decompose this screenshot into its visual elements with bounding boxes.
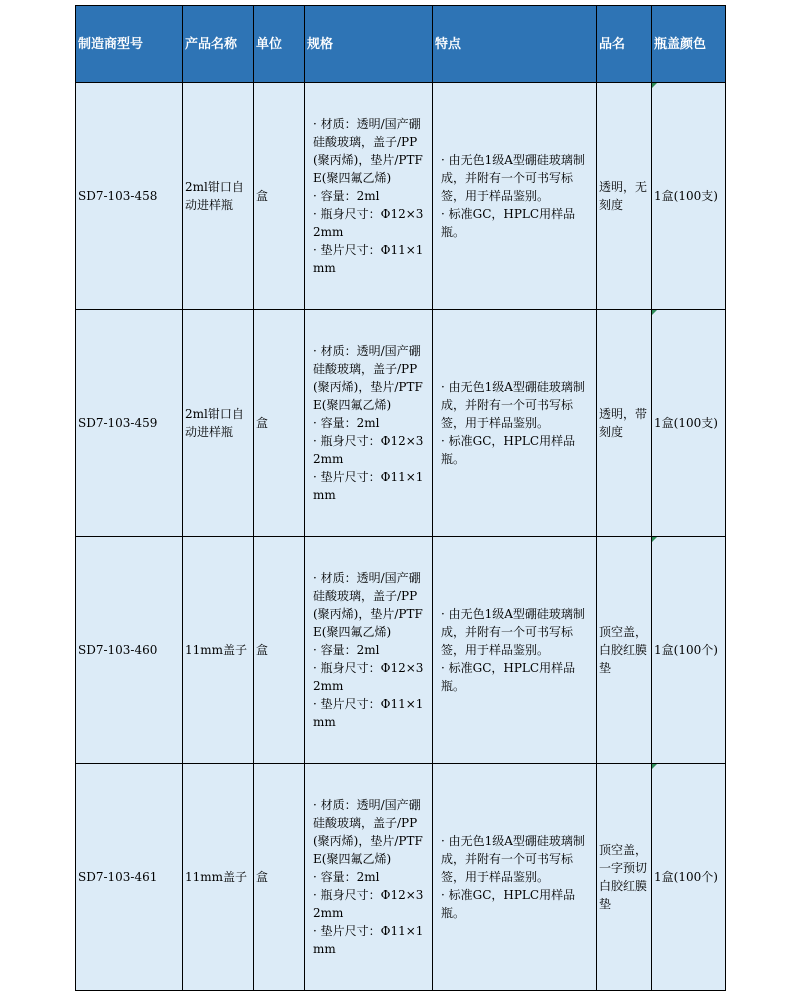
name-cell: 11mm盖子 [183, 764, 254, 991]
header-features: 特点 [433, 6, 597, 83]
corner-marker-icon [652, 310, 657, 315]
table-row [76, 83, 726, 310]
spec-line: · 瓶身尺寸：Φ12×32mm [313, 434, 424, 466]
feature-line: · 标准GC，HPLC用样品瓶。 [441, 207, 576, 239]
unit-cell: 盒 [254, 83, 305, 310]
feature-line: · 标准GC，HPLC用样品瓶。 [441, 434, 576, 466]
spec-cell [305, 310, 433, 537]
corner-marker-icon [652, 537, 657, 542]
model-cell: SD7-103-458 [76, 83, 183, 310]
feature-line: · 由无色1级A型硼硅玻璃制成，并附有一个可书写标签，用于样品鉴别。 [441, 607, 585, 657]
corner-marker-icon [652, 764, 657, 769]
spec-cell [305, 83, 433, 310]
spec-line: · 垫片尺寸：Φ11×1mm [313, 470, 424, 502]
features-cell [433, 764, 597, 991]
name-cell: 2ml钳口自动进样瓶 [183, 83, 254, 310]
feature-line: · 由无色1级A型硼硅玻璃制成，并附有一个可书写标签，用于样品鉴别。 [441, 380, 585, 430]
cap-color-cell [652, 764, 726, 991]
name-cell: 2ml钳口自动进样瓶 [183, 310, 254, 537]
product-cell: 顶空盖，白胶红膜垫 [597, 537, 652, 764]
spec-cell [305, 764, 433, 991]
spec-line: · 材质：透明/国产硼硅酸玻璃，盖子/PP(聚丙烯)，垫片/PTFE(聚四氟乙烯) [313, 117, 423, 185]
spec-line: · 垫片尺寸：Φ11×1mm [313, 243, 424, 275]
spec-line: · 瓶身尺寸：Φ12×32mm [313, 661, 424, 693]
feature-line: · 由无色1级A型硼硅玻璃制成，并附有一个可书写标签，用于样品鉴别。 [441, 834, 585, 884]
spec-line: · 垫片尺寸：Φ11×1mm [313, 697, 424, 729]
header-spec: 规格 [305, 6, 433, 83]
features-cell [433, 537, 597, 764]
header-unit: 单位 [254, 6, 305, 83]
spec-line: · 瓶身尺寸：Φ12×32mm [313, 207, 424, 239]
name-cell: 11mm盖子 [183, 537, 254, 764]
spec-line: · 容量：2ml [313, 189, 380, 203]
spec-line: · 材质：透明/国产硼硅酸玻璃，盖子/PP(聚丙烯)，垫片/PTFE(聚四氟乙烯) [313, 571, 423, 639]
features-cell [433, 310, 597, 537]
table-row [76, 310, 726, 537]
feature-line: · 标准GC，HPLC用样品瓶。 [441, 888, 576, 920]
unit-cell: 盒 [254, 537, 305, 764]
spec-line: · 容量：2ml [313, 643, 380, 657]
spec-line: · 材质：透明/国产硼硅酸玻璃，盖子/PP(聚丙烯)，垫片/PTFE(聚四氟乙烯) [313, 798, 423, 866]
feature-line: · 标准GC，HPLC用样品瓶。 [441, 661, 576, 693]
features-cell [433, 83, 597, 310]
cap-color-text: 1盒(100支) [654, 189, 718, 203]
spec-line: · 垫片尺寸：Φ11×1mm [313, 924, 424, 956]
unit-cell: 盒 [254, 310, 305, 537]
spec-line: · 材质：透明/国产硼硅酸玻璃，盖子/PP(聚丙烯)，垫片/PTFE(聚四氟乙烯) [313, 344, 423, 412]
header-product: 品名 [597, 6, 652, 83]
product-cell: 透明，带刻度 [597, 310, 652, 537]
table-row [76, 764, 726, 991]
cap-color-cell [652, 83, 726, 310]
model-cell: SD7-103-460 [76, 537, 183, 764]
product-spec-table [75, 5, 726, 991]
header-cap-color: 瓶盖颜色 [652, 6, 726, 83]
spec-line: · 瓶身尺寸：Φ12×32mm [313, 888, 424, 920]
corner-marker-icon [652, 83, 657, 88]
spec-line: · 容量：2ml [313, 870, 380, 884]
unit-cell: 盒 [254, 764, 305, 991]
model-cell: SD7-103-459 [76, 310, 183, 537]
model-cell: SD7-103-461 [76, 764, 183, 991]
spec-cell [305, 537, 433, 764]
cap-color-cell [652, 310, 726, 537]
cap-color-text: 1盒(100个) [654, 643, 718, 657]
cap-color-text: 1盒(100支) [654, 416, 718, 430]
product-cell: 透明，无刻度 [597, 83, 652, 310]
cap-color-text: 1盒(100个) [654, 870, 718, 884]
table-row [76, 537, 726, 764]
table-header-row [76, 6, 726, 83]
header-product-name: 产品名称 [183, 6, 254, 83]
spec-line: · 容量：2ml [313, 416, 380, 430]
product-cell: 顶空盖，一字预切白胶红膜垫 [597, 764, 652, 991]
cap-color-cell [652, 537, 726, 764]
feature-line: · 由无色1级A型硼硅玻璃制成，并附有一个可书写标签，用于样品鉴别。 [441, 153, 585, 203]
header-model: 制造商型号 [76, 6, 183, 83]
